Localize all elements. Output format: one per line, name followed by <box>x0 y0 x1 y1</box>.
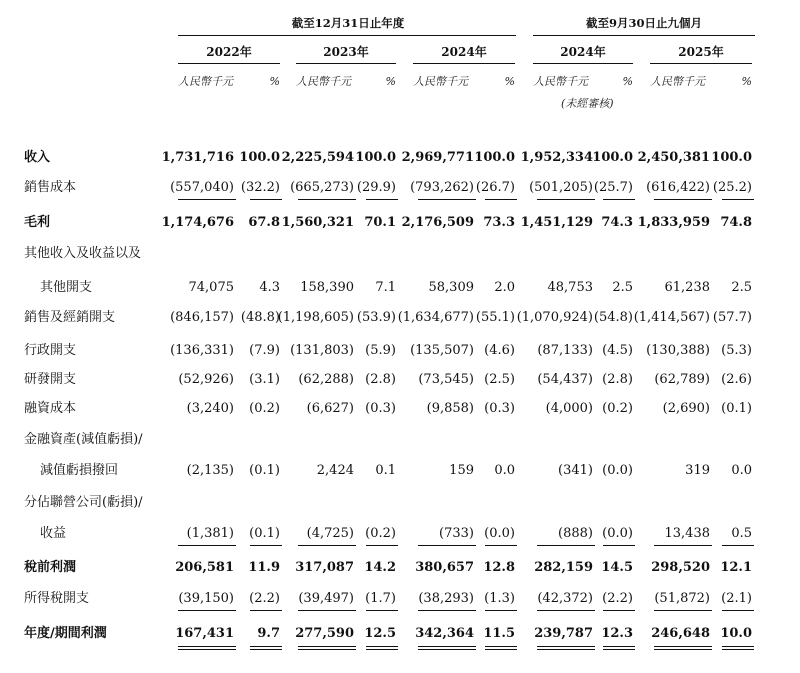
amount-value: (39,497) <box>298 591 354 606</box>
amount-value: (9,858) <box>426 401 474 416</box>
amount-value: (1,634,677) <box>397 310 474 325</box>
percent-value: 67.8 <box>248 215 280 230</box>
percent-value: 12.3 <box>601 626 633 641</box>
double-rule-top-amount <box>178 646 236 647</box>
percent-value: (57.7) <box>712 310 752 325</box>
percent-value: 100.0 <box>355 150 396 165</box>
unit-label: 人民幣千元 <box>533 75 588 88</box>
row-label: 所得稅開支 <box>24 591 90 606</box>
amount-value: (1,414,567) <box>633 310 710 325</box>
subtotal-rule-net-profit-percent <box>366 610 398 611</box>
percent-value: (0.0) <box>602 463 633 478</box>
percent-value: (2.8) <box>602 372 633 387</box>
amount-value: 1,952,334 <box>520 150 593 165</box>
percent-value: 100.0 <box>711 150 752 165</box>
amount-value: (51,872) <box>654 591 710 606</box>
amount-value: 277,590 <box>295 626 354 641</box>
amount-value: 206,581 <box>175 560 234 575</box>
unit-label: 人民幣千元 <box>413 75 468 88</box>
unit-label: 人民幣千元 <box>178 75 233 88</box>
percent-label: % <box>741 75 752 88</box>
subtotal-rule-pretax-percent <box>250 545 282 546</box>
percent-value: (32.2) <box>240 180 280 195</box>
subtotal-rule-gross-profit-percent <box>366 199 398 200</box>
subtotal-rule-pretax-percent <box>485 545 517 546</box>
double-rule-top-amount <box>298 646 356 647</box>
amount-value: 2,450,381 <box>637 150 710 165</box>
period-year-heading: 2023年 <box>323 45 369 59</box>
percent-value: 0.5 <box>731 526 752 541</box>
row-label: 毛利 <box>24 215 51 230</box>
group-heading-full-year: 截至12月31日止年度 <box>291 16 405 30</box>
subtotal-rule-pretax-percent <box>603 545 635 546</box>
amount-value: 380,657 <box>415 560 474 575</box>
percent-value: (0.1) <box>249 526 280 541</box>
subtotal-rule-pretax-amount <box>418 545 476 546</box>
percent-value: (0.0) <box>484 526 515 541</box>
percent-value: 11.5 <box>483 626 515 641</box>
percent-value: (1.3) <box>484 591 515 606</box>
amount-value: (42,372) <box>537 591 593 606</box>
amount-value: (846,157) <box>170 310 234 325</box>
row-label: 年度/期間利潤 <box>24 626 107 641</box>
amount-value: 319 <box>685 463 710 478</box>
period-year-heading: 2024年 <box>560 45 606 59</box>
percent-value: 4.3 <box>259 280 280 295</box>
subtotal-rule-pretax-amount <box>298 545 356 546</box>
amount-value: 2,424 <box>316 463 354 478</box>
percent-value: (0.3) <box>365 401 396 416</box>
amount-value: 158,390 <box>300 280 354 295</box>
group-underline-nine-months <box>533 35 755 36</box>
amount-value: (793,262) <box>410 180 474 195</box>
row-label: 融資成本 <box>24 401 77 416</box>
amount-value: 48,753 <box>547 280 593 295</box>
subtotal-rule-pretax-percent <box>366 545 398 546</box>
row-label: 銷售及經銷開支 <box>24 310 116 325</box>
amount-value: (62,288) <box>298 372 354 387</box>
percent-value: 74.8 <box>720 215 752 230</box>
double-rule-top-amount <box>418 646 476 647</box>
percent-value: (2.5) <box>484 372 515 387</box>
amount-value: (52,926) <box>178 372 234 387</box>
unit-label: 人民幣千元 <box>296 75 351 88</box>
period-year-underline <box>296 63 396 64</box>
amount-value: 298,520 <box>651 560 710 575</box>
percent-value: 74.3 <box>601 215 633 230</box>
amount-value: (501,205) <box>529 180 593 195</box>
amount-value: 2,969,771 <box>401 150 474 165</box>
subtotal-rule-pretax-amount <box>654 545 712 546</box>
percent-value: (0.2) <box>365 526 396 541</box>
percent-value: 2.5 <box>731 280 752 295</box>
subtotal-rule-gross-profit-percent <box>485 199 517 200</box>
subtotal-rule-pretax-percent <box>722 545 754 546</box>
row-label: 稅前利潤 <box>24 560 77 575</box>
percent-value: (48.8) <box>240 310 280 325</box>
period-year-underline <box>533 63 633 64</box>
percent-value: (0.3) <box>484 401 515 416</box>
subtotal-rule-net-profit-percent <box>250 610 282 611</box>
amount-value: 2,176,509 <box>401 215 474 230</box>
amount-value: (3,240) <box>186 401 234 416</box>
percent-value: 2.5 <box>612 280 633 295</box>
amount-value: 58,309 <box>428 280 474 295</box>
subtotal-rule-gross-profit-amount <box>178 199 236 200</box>
amount-value: (38,293) <box>418 591 474 606</box>
percent-value: (0.2) <box>249 401 280 416</box>
double-rule-bottom-amount <box>537 649 595 650</box>
amount-value: (73,545) <box>418 372 474 387</box>
percent-label: % <box>269 75 280 88</box>
percent-value: 11.9 <box>248 560 280 575</box>
subtotal-rule-net-profit-amount <box>537 610 595 611</box>
amount-value: 1,731,716 <box>161 150 234 165</box>
amount-value: 2,225,594 <box>281 150 354 165</box>
amount-value: (130,388) <box>646 343 710 358</box>
percent-value: 70.1 <box>364 215 396 230</box>
percent-value: 100.0 <box>239 150 280 165</box>
amount-value: (87,133) <box>537 343 593 358</box>
amount-value: (135,507) <box>410 343 474 358</box>
double-rule-bottom-amount <box>178 649 236 650</box>
period-year-underline <box>178 63 280 64</box>
subtotal-rule-gross-profit-percent <box>722 199 754 200</box>
percent-value: 0.0 <box>494 463 515 478</box>
subtotal-rule-gross-profit-amount <box>537 199 595 200</box>
percent-value: 12.8 <box>483 560 515 575</box>
percent-value: 0.1 <box>375 463 396 478</box>
percent-value: 100.0 <box>592 150 633 165</box>
percent-value: (55.1) <box>475 310 515 325</box>
amount-value: (665,273) <box>290 180 354 195</box>
amount-value: 1,174,676 <box>161 215 234 230</box>
amount-value: (2,135) <box>186 463 234 478</box>
amount-value: (616,422) <box>646 180 710 195</box>
percent-value: (2.2) <box>249 591 280 606</box>
percent-value: 7.1 <box>375 280 396 295</box>
unaudited-note: (未經審核) <box>561 97 614 110</box>
percent-value: (2.8) <box>365 372 396 387</box>
row-label: 收入 <box>24 150 51 165</box>
row-label: 其他開支 <box>40 280 93 295</box>
subtotal-rule-gross-profit-amount <box>298 199 356 200</box>
subtotal-rule-gross-profit-amount <box>654 199 712 200</box>
double-rule-top-percent <box>722 646 754 647</box>
percent-value: (0.1) <box>721 401 752 416</box>
amount-value: 1,451,129 <box>520 215 593 230</box>
double-rule-bottom-amount <box>418 649 476 650</box>
group-underline-full-year <box>178 35 516 36</box>
percent-value: 100.0 <box>474 150 515 165</box>
unit-label: 人民幣千元 <box>650 75 705 88</box>
row-label: 金融資產(減值虧損)/ <box>24 432 143 447</box>
percent-value: (0.1) <box>249 463 280 478</box>
double-rule-top-percent <box>603 646 635 647</box>
period-year-underline <box>413 63 515 64</box>
percent-value: 0.0 <box>731 463 752 478</box>
amount-value: (557,040) <box>170 180 234 195</box>
percent-value: 14.5 <box>601 560 633 575</box>
subtotal-rule-gross-profit-percent <box>250 199 282 200</box>
subtotal-rule-net-profit-percent <box>485 610 517 611</box>
period-year-heading: 2025年 <box>678 45 724 59</box>
period-year-heading: 2022年 <box>206 45 252 59</box>
amount-value: 74,075 <box>188 280 234 295</box>
amount-value: (733) <box>439 526 474 541</box>
percent-value: (5.9) <box>365 343 396 358</box>
double-rule-bottom-percent <box>722 649 754 650</box>
double-rule-bottom-percent <box>603 649 635 650</box>
subtotal-rule-gross-profit-percent <box>603 199 635 200</box>
amount-value: (1,381) <box>186 526 234 541</box>
percent-value: (25.7) <box>593 180 633 195</box>
subtotal-rule-pretax-amount <box>537 545 595 546</box>
subtotal-rule-net-profit-percent <box>722 610 754 611</box>
row-label: 收益 <box>40 526 67 541</box>
percent-value: (2.1) <box>721 591 752 606</box>
percent-value: (0.0) <box>602 526 633 541</box>
percent-value: 9.7 <box>257 626 280 641</box>
amount-value: 246,648 <box>651 626 710 641</box>
percent-value: (29.9) <box>356 180 396 195</box>
double-rule-top-percent <box>485 646 517 647</box>
amount-value: (62,789) <box>654 372 710 387</box>
percent-value: (54.8) <box>593 310 633 325</box>
group-heading-nine-months: 截至9月30日止九個月 <box>585 16 702 30</box>
percent-value: (2.2) <box>602 591 633 606</box>
amount-value: 317,087 <box>295 560 354 575</box>
double-rule-bottom-percent <box>366 649 398 650</box>
double-rule-bottom-amount <box>298 649 356 650</box>
double-rule-bottom-percent <box>250 649 282 650</box>
amount-value: (131,803) <box>290 343 354 358</box>
double-rule-bottom-percent <box>485 649 517 650</box>
percent-value: (1.7) <box>365 591 396 606</box>
amount-value: 282,159 <box>534 560 593 575</box>
row-label: 其他收入及收益以及 <box>24 246 142 261</box>
percent-value: (2.6) <box>721 372 752 387</box>
subtotal-rule-net-profit-amount <box>654 610 712 611</box>
percent-label: % <box>622 75 633 88</box>
subtotal-rule-net-profit-percent <box>603 610 635 611</box>
subtotal-rule-net-profit-amount <box>298 610 356 611</box>
row-label: 分佔聯營公司(虧損)/ <box>24 495 143 510</box>
percent-value: (4.5) <box>602 343 633 358</box>
percent-value: 14.2 <box>364 560 396 575</box>
amount-value: (4,725) <box>306 526 354 541</box>
row-label: 研發開支 <box>24 372 77 387</box>
percent-value: (7.9) <box>249 343 280 358</box>
percent-label: % <box>504 75 515 88</box>
percent-value: (26.7) <box>475 180 515 195</box>
percent-value: (25.2) <box>712 180 752 195</box>
amount-value: 1,833,959 <box>637 215 710 230</box>
percent-value: 73.3 <box>483 215 515 230</box>
percent-value: (4.6) <box>484 343 515 358</box>
subtotal-rule-net-profit-amount <box>418 610 476 611</box>
subtotal-rule-net-profit-amount <box>178 610 236 611</box>
double-rule-top-percent <box>366 646 398 647</box>
row-label: 行政開支 <box>24 343 77 358</box>
amount-value: 342,364 <box>415 626 474 641</box>
amount-value: 13,438 <box>664 526 710 541</box>
amount-value: (136,331) <box>170 343 234 358</box>
double-rule-top-percent <box>250 646 282 647</box>
percent-value: 2.0 <box>494 280 515 295</box>
row-label: 銷售成本 <box>24 180 77 195</box>
subtotal-rule-gross-profit-amount <box>418 199 476 200</box>
percent-value: (3.1) <box>249 372 280 387</box>
amount-value: (341) <box>558 463 593 478</box>
percent-value: (53.9) <box>356 310 396 325</box>
amount-value: (1,070,924) <box>516 310 593 325</box>
row-label: 減值虧損撥回 <box>40 463 119 478</box>
percent-label: % <box>385 75 396 88</box>
amount-value: (6,627) <box>306 401 354 416</box>
amount-value: (1,198,605) <box>277 310 354 325</box>
amount-value: (2,690) <box>662 401 710 416</box>
percent-value: (5.3) <box>721 343 752 358</box>
subtotal-rule-pretax-amount <box>178 545 236 546</box>
amount-value: 61,238 <box>664 280 710 295</box>
double-rule-bottom-amount <box>654 649 712 650</box>
amount-value: (39,150) <box>178 591 234 606</box>
period-year-underline <box>650 63 752 64</box>
amount-value: 1,560,321 <box>281 215 354 230</box>
amount-value: (4,000) <box>545 401 593 416</box>
double-rule-top-amount <box>654 646 712 647</box>
percent-value: 10.0 <box>720 626 752 641</box>
amount-value: 167,431 <box>175 626 234 641</box>
amount-value: (888) <box>558 526 593 541</box>
amount-value: (54,437) <box>537 372 593 387</box>
period-year-heading: 2024年 <box>441 45 487 59</box>
percent-value: 12.1 <box>720 560 752 575</box>
percent-value: (0.2) <box>602 401 633 416</box>
amount-value: 239,787 <box>534 626 593 641</box>
amount-value: 159 <box>449 463 474 478</box>
double-rule-top-amount <box>537 646 595 647</box>
percent-value: 12.5 <box>364 626 396 641</box>
